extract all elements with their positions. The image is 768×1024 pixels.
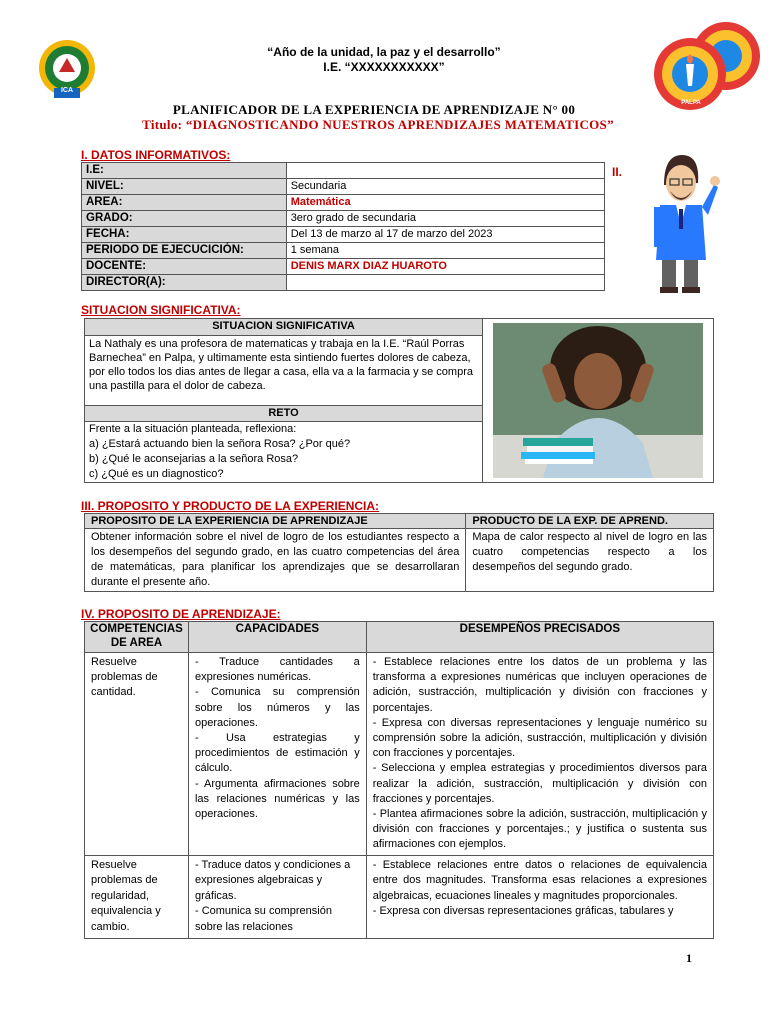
table-row	[82, 275, 605, 291]
datos-label: PERIODO DE EJECUCICIÓN:	[82, 243, 287, 259]
situacion-table	[84, 318, 714, 483]
producto-text: Mapa de calor respecto al nivel de logro en las cuatro competencias respecto a los desempeños del segundo grado.	[466, 529, 714, 592]
subtitle-text: “DIAGNOSTICANDO NUESTROS APRENDIZAJES MATEMATICOS”	[185, 117, 614, 132]
table-row	[85, 514, 714, 529]
desempenos-cell: - Establece relaciones entre datos o relaciones de equivalencia entre dos magnitudes. Transforma esas relaciones a expresiones algebraicas, ecuaciones lineales y magnitudes proporcionales. - Expresa con diversas representaciones gráficas, tabulares y	[366, 855, 713, 938]
datos-value: Matemática	[286, 195, 604, 211]
datos-label: NIVEL:	[82, 179, 287, 195]
datos-value: Secundaria	[286, 179, 604, 195]
page-number: 1	[686, 951, 692, 965]
datos-value: 1 semana	[286, 243, 604, 259]
datos-label: AREA:	[82, 195, 287, 211]
datos-value: 3ero grado de secundaria	[286, 211, 604, 227]
table-row	[82, 243, 605, 259]
subtitle-label: Titulo:	[142, 117, 183, 132]
situacion-heading: SITUACION SIGNIFICATIVA:	[81, 303, 241, 317]
year-line: “Año de la unidad, la paz y el desarrollo”	[267, 45, 501, 59]
competencia-cell: Resuelve problemas de regularidad, equivalencia y cambio.	[85, 855, 189, 938]
section-ii-label: II.	[612, 165, 623, 179]
ie-line: I.E. “XXXXXXXXXXX”	[323, 60, 445, 74]
proposito-col2-header: PRODUCTO DE LA EXP. DE APREND.	[466, 514, 714, 529]
datos-label: DOCENTE:	[82, 259, 287, 275]
capacidades-cell: - Traduce cantidades a expresiones numéricas. - Comunica su comprensión sobre los números y las operaciones. - Usa estrategias y procedimientos de estimación y cálculo. - Argumenta afirmaciones sobre las relaciones numéricas y las operaciones.	[188, 653, 366, 856]
teacher-illustration	[640, 145, 720, 295]
aprendizaje-heading: IV. PROPOSITO DE APRENDIZAJE:	[81, 607, 281, 621]
datos-value	[286, 275, 604, 291]
aprendizaje-table	[84, 621, 714, 939]
capacidades-cell: - Traduce datos y condiciones a expresiones algebraicas y gráficas. - Comunica su comprensión sobre las relaciones	[188, 855, 366, 938]
situacion-header: SITUACION SIGNIFICATIVA	[85, 319, 483, 336]
table-row	[82, 227, 605, 243]
table-row	[82, 179, 605, 195]
plan-subtitle	[0, 117, 762, 133]
table-row	[82, 195, 605, 211]
header-desempenos: DESEMPEÑOS PRECISADOS	[366, 622, 713, 653]
reto-intro: Frente a la situación planteada, reflexiona:	[89, 423, 297, 435]
datos-value: DENIS MARX DIAZ HUAROTO	[286, 259, 604, 275]
datos-label: I.E:	[82, 163, 287, 179]
plan-title: PLANIFICADOR DE LA EXPERIENCIA DE APRENDIZAJE N° 00	[172, 102, 576, 117]
table-row	[85, 529, 714, 592]
reto-header: RETO	[85, 405, 483, 422]
datos-value	[286, 163, 604, 179]
datos-label: FECHA:	[82, 227, 287, 243]
reto-cell	[85, 422, 483, 483]
stressed-woman-photo	[493, 323, 703, 478]
proposito-col1-header: PROPOSITO DE LA EXPERIENCIA DE APRENDIZAJE	[85, 514, 466, 529]
reto-question-b: b) ¿Qué le aconsejarias a la señora Rosa?	[89, 453, 299, 465]
header-capacidades: CAPACIDADES	[188, 622, 366, 653]
reto-question-c: c) ¿Qué es un diagnostico?	[89, 468, 224, 480]
proposito-heading: III. PROPOSITO Y PRODUCTO DE LA EXPERIENCIA:	[81, 499, 380, 513]
table-row	[82, 259, 605, 275]
table-row	[85, 855, 714, 938]
desempenos-cell: - Establece relaciones entre los datos de un problema y las transforma a expresiones numéricas que incluyen operaciones de adición, sustracción, multiplicación y división con fracciones y porcentajes. - Expresa con diversas representaciones y lenguaje numérico su comprensión sobre la adición, sustracción, multiplicación y división con fracciones y porcentajes. - Selecciona y emplea estrategias y procedimientos diversos para realizar la adición, sustracción, multiplicación y división con fracciones y porcentajes. - Plantea afirmaciones sobre la adición, sustracción, multiplicación y división con fracciones y porcentajes.; y justifica o sustenta sus afirmaciones con ejemplos.	[366, 653, 713, 856]
competencia-cell: Resuelve problemas de cantidad.	[85, 653, 189, 856]
logo-right-text: PALPA	[681, 100, 701, 106]
photo-cell	[483, 319, 714, 483]
table-row	[85, 622, 714, 653]
reto-question-a: a) ¿Estará actuando bien la señora Rosa? ¿Por qué?	[89, 438, 351, 450]
table-row	[85, 653, 714, 856]
table-row	[82, 211, 605, 227]
datos-heading: I. DATOS INFORMATIVOS:	[81, 148, 231, 162]
proposito-text: Obtener información sobre el nivel de logro de los estudiantes respecto a los desempeños del segundo grado, en las cuatro competencias del área de matemáticas, para planificar los aprendizajes que se desarrollaran durante el presente año.	[85, 529, 466, 592]
datos-table	[81, 162, 605, 291]
datos-label: GRADO:	[82, 211, 287, 227]
proposito-table	[84, 513, 714, 592]
datos-value: Del 13 de marzo al 17 de marzo del 2023	[286, 227, 604, 243]
header-competencias: COMPETENCIAS DE AREA	[85, 622, 189, 653]
situacion-text: La Nathaly es una profesora de matematicas y trabaja en la I.E. “Raúl Porras Barnechea” en Palpa, y ultimamente esta sintiendo fuertes dolores de cabeza, por ello todos los dias antes de llegar a casa, ella va a la farmacia y se compra una pastilla para el dolor de cabeza.	[85, 335, 483, 405]
datos-label: DIRECTOR(A):	[82, 275, 287, 291]
logo-left-text: ICA	[60, 87, 74, 94]
table-row	[85, 319, 714, 336]
table-row	[82, 163, 605, 179]
